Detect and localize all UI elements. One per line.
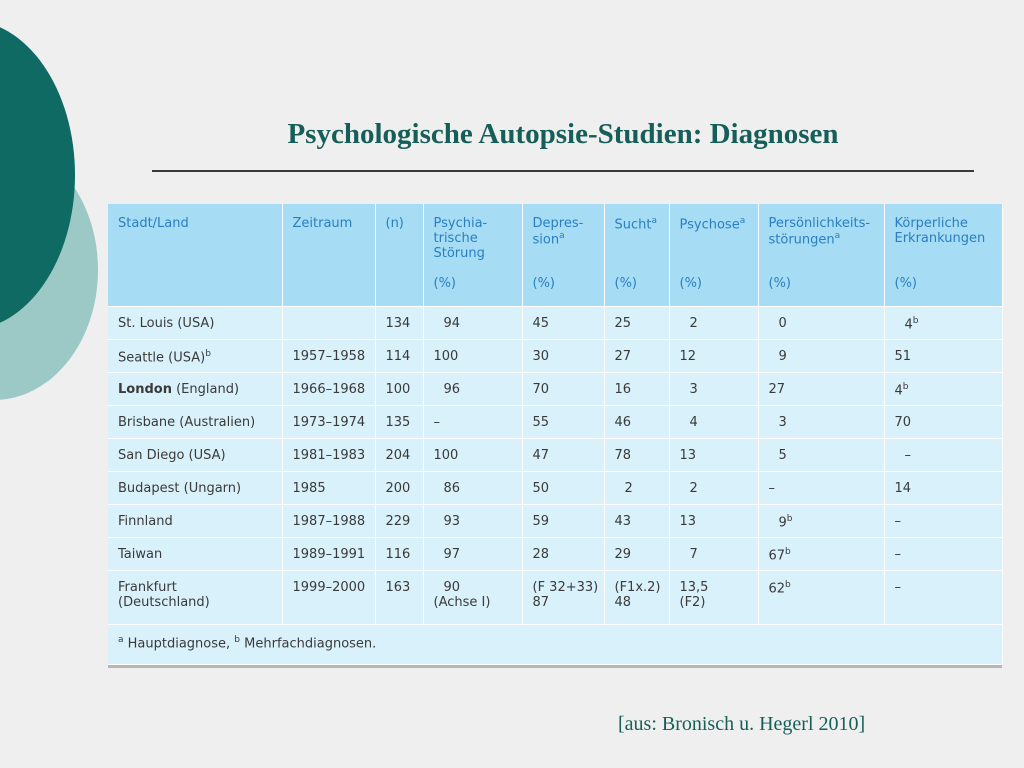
footnote-row (108, 624, 1002, 664)
cell-period: 1987–1988 (282, 504, 375, 537)
cell-n: 134 (375, 306, 423, 339)
footnote: $^a$ Hauptdiagnose, $^b$ Mehrfachdiagnosen. (108, 624, 1002, 664)
cell-sucht: 29 (604, 537, 669, 570)
cell-sucht: 16 (604, 372, 669, 405)
cell-pers: 67$^b$ (758, 537, 884, 570)
cell-sucht: (F1x.2) 48 (604, 570, 669, 624)
header-psych: Psychia- trische Störung (%) (423, 204, 522, 306)
cell-period: 1973–1974 (282, 405, 375, 438)
cell-n: 200 (375, 471, 423, 504)
table-row (108, 570, 1002, 624)
cell-city: London (England) (108, 372, 282, 405)
cell-koerp: – (884, 438, 1002, 471)
cell-dep: 47 (522, 438, 604, 471)
cell-sucht: 2 (604, 471, 669, 504)
cell-pers: 62$^b$ (758, 570, 884, 624)
cell-period: 1989–1991 (282, 537, 375, 570)
cell-period: 1985 (282, 471, 375, 504)
header-city: Stadt/Land (108, 204, 282, 306)
cell-city: St. Louis (USA) (108, 306, 282, 339)
table-row (108, 438, 1002, 471)
cell-n: 116 (375, 537, 423, 570)
cell-city: San Diego (USA) (108, 438, 282, 471)
cell-psychose: 13,5 (F2) (669, 570, 758, 624)
cell-n: 114 (375, 339, 423, 372)
cell-psych: 100 (423, 438, 522, 471)
slide-title: Psychologische Autopsie-Studien: Diagnosen (287, 118, 839, 150)
cell-koerp: – (884, 537, 1002, 570)
cell-pers: 3 (758, 405, 884, 438)
cell-koerp: – (884, 570, 1002, 624)
cell-city: Budapest (Ungarn) (108, 471, 282, 504)
header-personality: Persönlichkeits- störungen$^a$ (%) (758, 204, 884, 306)
cell-sucht: 78 (604, 438, 669, 471)
cell-pers: 9 (758, 339, 884, 372)
cell-n: 135 (375, 405, 423, 438)
cell-psych: 94 (423, 306, 522, 339)
cell-n: 163 (375, 570, 423, 624)
header-period: Zeitraum (282, 204, 375, 306)
cell-dep: 59 (522, 504, 604, 537)
cell-psychose: 2 (669, 471, 758, 504)
cell-psychose: 13 (669, 438, 758, 471)
source-citation: [aus: Bronisch u. Hegerl 2010] (618, 713, 866, 735)
cell-psychose: 2 (669, 306, 758, 339)
cell-psych: 86 (423, 471, 522, 504)
cell-pers: 9$^b$ (758, 504, 884, 537)
cell-period: 1981–1983 (282, 438, 375, 471)
header-sucht: Sucht$^a$ (%) (604, 204, 669, 306)
cell-psychose: 13 (669, 504, 758, 537)
cell-psych: 97 (423, 537, 522, 570)
cell-dep: 45 (522, 306, 604, 339)
table-bottom-border (108, 665, 1002, 668)
cell-dep: 70 (522, 372, 604, 405)
title-rule (152, 170, 974, 172)
cell-dep: 30 (522, 339, 604, 372)
cell-psychose: 7 (669, 537, 758, 570)
cell-n: 100 (375, 372, 423, 405)
cell-pers: 0 (758, 306, 884, 339)
cell-period: 1999–2000 (282, 570, 375, 624)
cell-koerp: 4$^b$ (884, 372, 1002, 405)
cell-city: Frankfurt (Deutschland) (108, 570, 282, 624)
header-physical: Körperliche Erkrankungen (%) (884, 204, 1002, 306)
cell-koerp: 51 (884, 339, 1002, 372)
header-psychose: Psychose$^a$ (%) (669, 204, 758, 306)
cell-pers: – (758, 471, 884, 504)
cell-period (282, 306, 375, 339)
cell-city: Brisbane (Australien) (108, 405, 282, 438)
cell-koerp: – (884, 504, 1002, 537)
cell-sucht: 43 (604, 504, 669, 537)
table-row (108, 339, 1002, 372)
table-row (108, 504, 1002, 537)
cell-psych: 93 (423, 504, 522, 537)
table-row (108, 471, 1002, 504)
cell-koerp: 4$^b$ (884, 306, 1002, 339)
cell-sucht: 46 (604, 405, 669, 438)
cell-psych: 100 (423, 339, 522, 372)
cell-city: Taiwan (108, 537, 282, 570)
cell-n: 229 (375, 504, 423, 537)
table-row (108, 537, 1002, 570)
cell-city: Finnland (108, 504, 282, 537)
cell-period: 1966–1968 (282, 372, 375, 405)
cell-sucht: 25 (604, 306, 669, 339)
table-row (108, 372, 1002, 405)
cell-dep: 50 (522, 471, 604, 504)
cell-dep: 28 (522, 537, 604, 570)
cell-pers: 27 (758, 372, 884, 405)
cell-sucht: 27 (604, 339, 669, 372)
cell-dep: (F 32+33) 87 (522, 570, 604, 624)
header-n: (n) (375, 204, 423, 306)
header-row (108, 204, 1002, 306)
table-row (108, 306, 1002, 339)
cell-psych: 96 (423, 372, 522, 405)
diagnoses-table (108, 204, 1003, 665)
cell-koerp: 70 (884, 405, 1002, 438)
cell-dep: 55 (522, 405, 604, 438)
cell-pers: 5 (758, 438, 884, 471)
cell-psych: – (423, 405, 522, 438)
cell-period: 1957–1958 (282, 339, 375, 372)
table-row (108, 405, 1002, 438)
diagnoses-table-container (108, 204, 1004, 668)
cell-psychose: 4 (669, 405, 758, 438)
cell-koerp: 14 (884, 471, 1002, 504)
cell-psychose: 3 (669, 372, 758, 405)
header-depression: Depres- sion$^a$ (%) (522, 204, 604, 306)
cell-psychose: 12 (669, 339, 758, 372)
cell-psych: 90 (Achse I) (423, 570, 522, 624)
cell-n: 204 (375, 438, 423, 471)
cell-city: Seattle (USA)$^b$ (108, 339, 282, 372)
